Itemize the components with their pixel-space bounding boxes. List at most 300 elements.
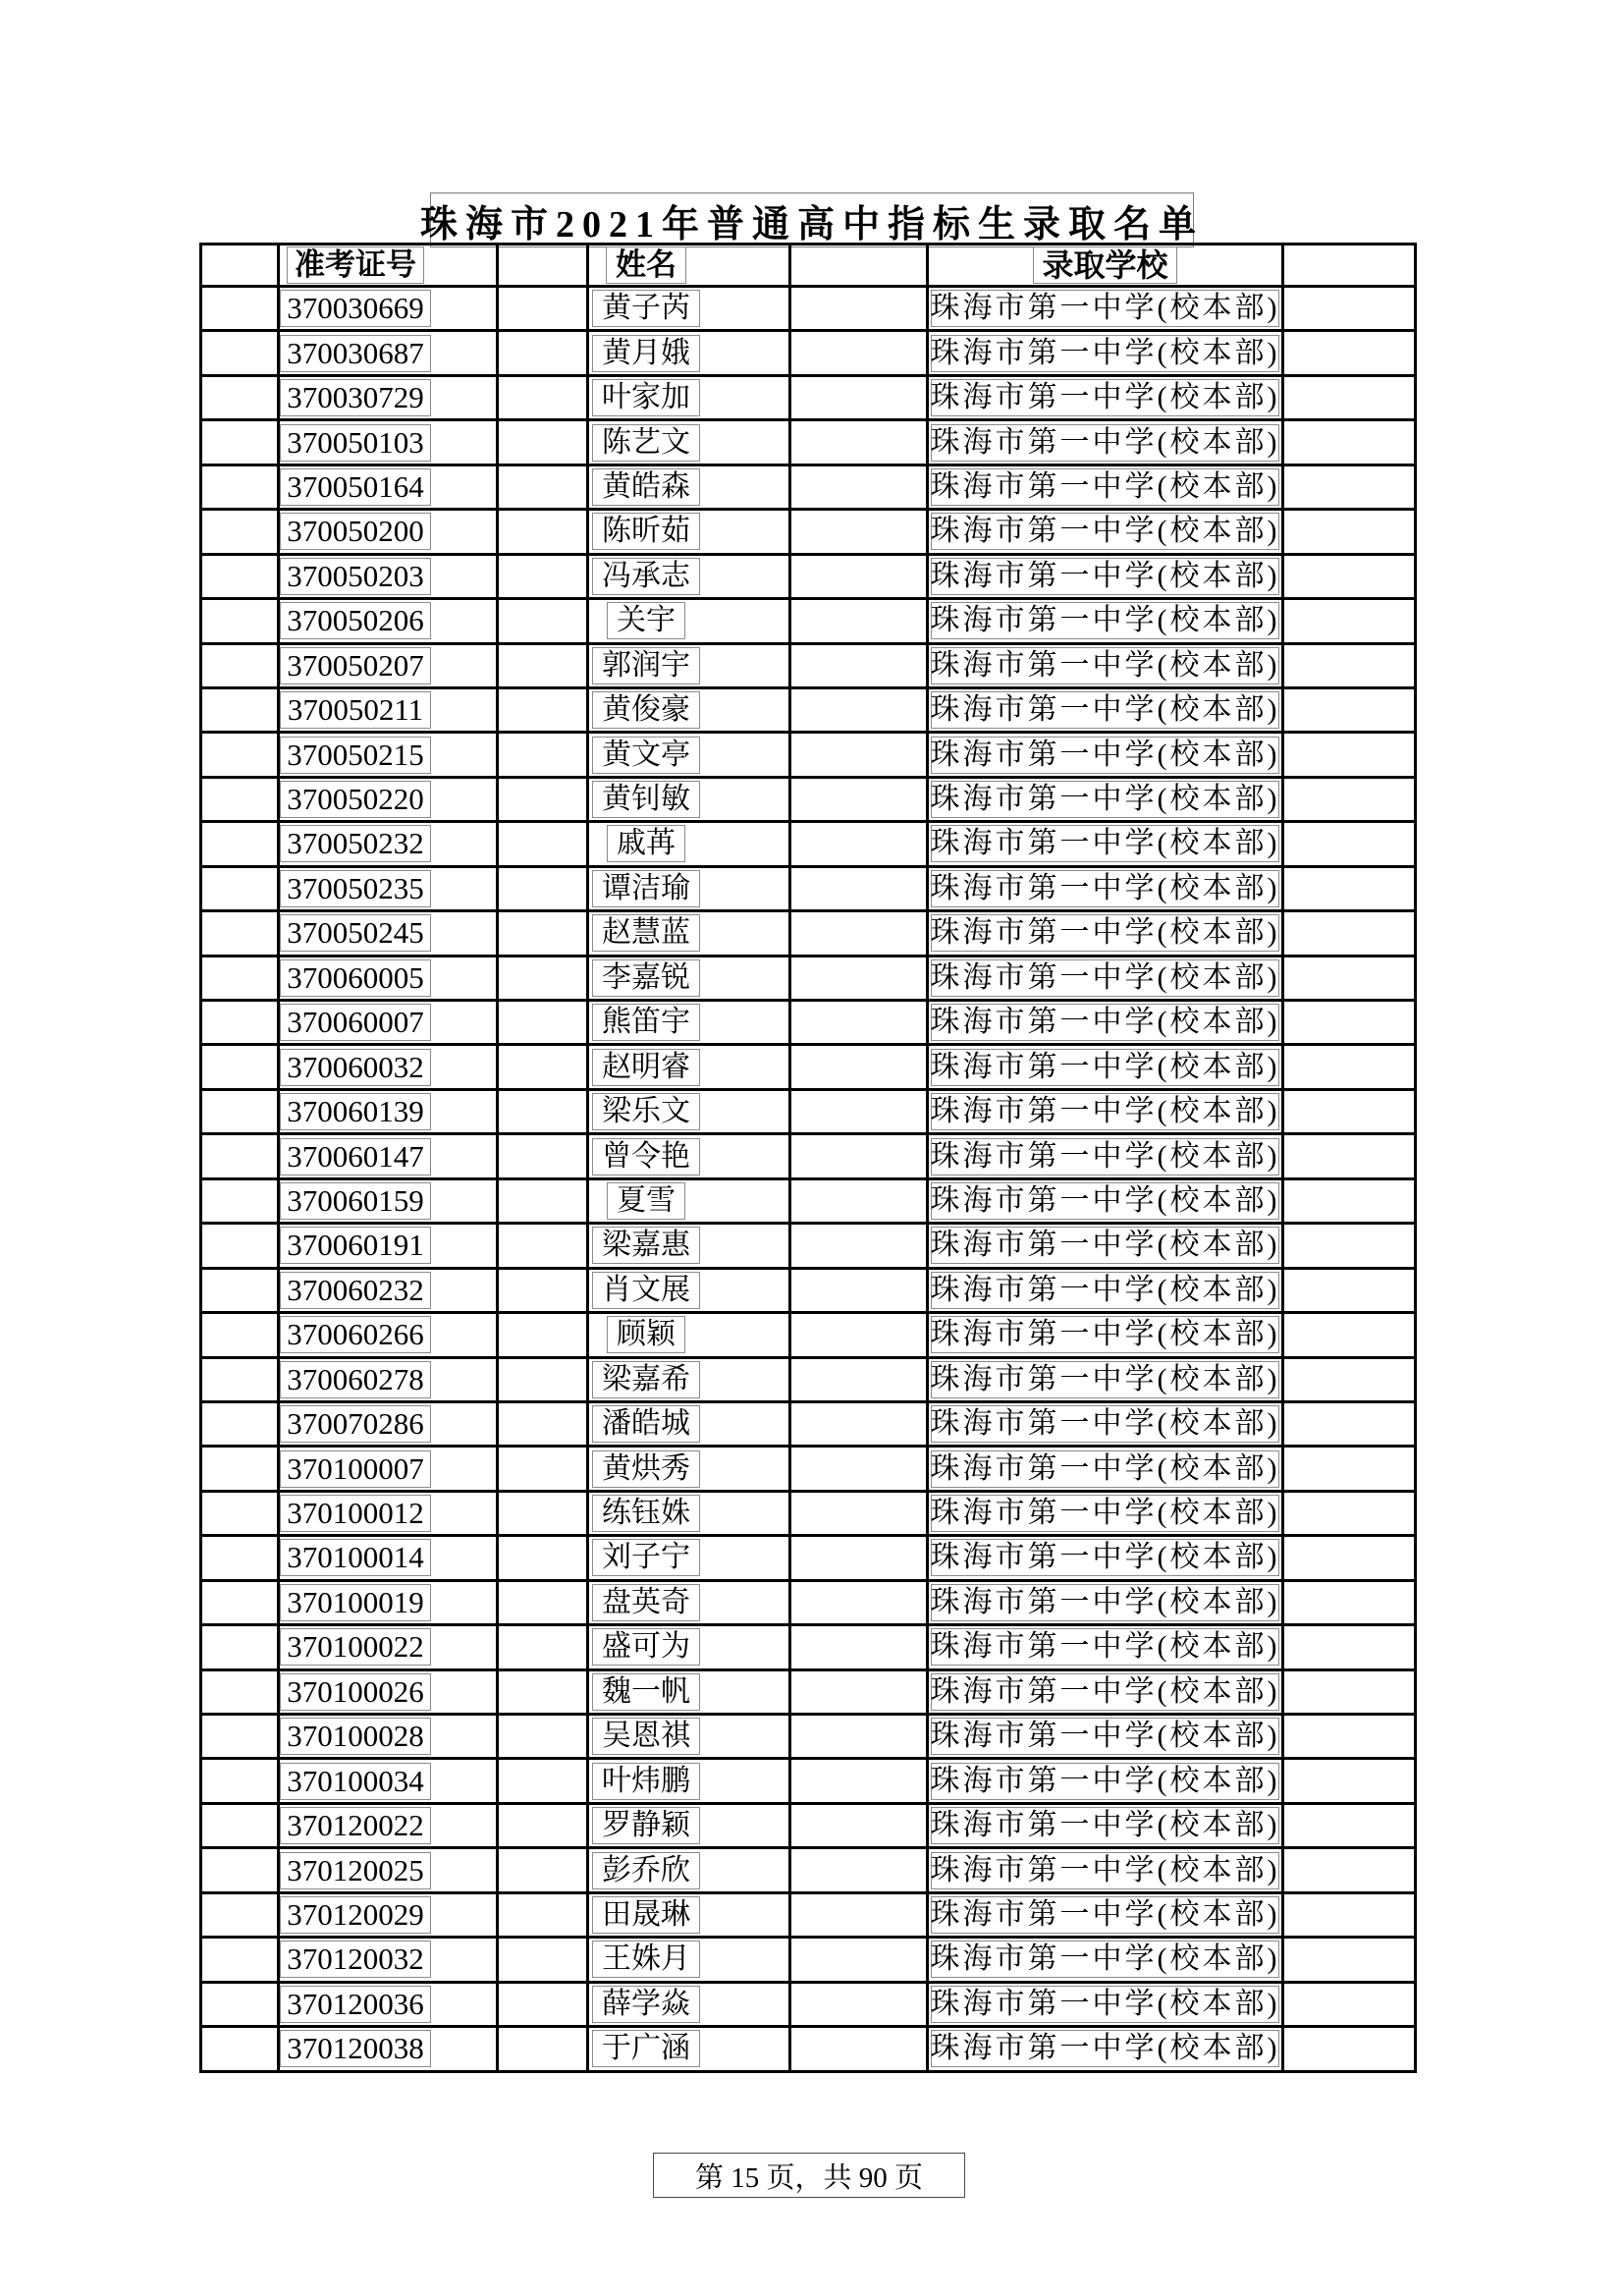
blank-cell <box>201 1803 279 1847</box>
blank-cell <box>1283 1357 1416 1401</box>
school-name-box: 珠海市第一中学(校本部) <box>931 379 1279 416</box>
exam-number-box: 370060191 <box>280 1227 431 1264</box>
blank-cell <box>790 1134 928 1178</box>
student-name-box: 吴恩祺 <box>592 1718 700 1755</box>
blank-cell <box>790 2027 928 2071</box>
exam-number-cell <box>279 1536 498 1580</box>
blank-cell <box>498 1134 588 1178</box>
name-cell <box>588 1268 790 1312</box>
school-name-box: 珠海市第一中学(校本部) <box>931 602 1279 639</box>
table-row <box>201 956 1416 1000</box>
blank-cell <box>790 554 928 598</box>
table-row <box>201 643 1416 687</box>
blank-cell <box>498 1313 588 1357</box>
name-cell <box>588 866 790 910</box>
blank-cell <box>790 1491 928 1535</box>
exam-number-cell <box>279 911 498 956</box>
exam-number-cell <box>279 599 498 643</box>
blank-cell <box>498 1938 588 1982</box>
student-name-box: 练钰姝 <box>592 1495 700 1532</box>
table-header-row <box>201 245 1416 287</box>
name-cell <box>588 1669 790 1714</box>
name-cell <box>588 1089 790 1133</box>
blank-cell <box>790 1803 928 1847</box>
name-cell <box>588 1715 790 1759</box>
student-name-box: 王姝月 <box>592 1941 700 1978</box>
blank-cell <box>1283 1178 1416 1223</box>
school-cell <box>928 2027 1283 2071</box>
exam-number-box: 370060005 <box>280 959 431 997</box>
blank-cell <box>790 1848 928 1892</box>
table-row <box>201 375 1416 419</box>
table-row <box>201 1447 1416 1491</box>
blank-cell <box>498 1401 588 1446</box>
school-name-box: 珠海市第一中学(校本部) <box>931 1584 1279 1621</box>
exam-number-cell <box>279 866 498 910</box>
table-row <box>201 1313 1416 1357</box>
blank-cell <box>1283 375 1416 419</box>
school-cell <box>928 287 1283 331</box>
blank-cell <box>201 1625 279 1669</box>
student-name-box: 于广涵 <box>592 2030 700 2067</box>
name-cell <box>588 375 790 419</box>
blank-cell <box>201 1491 279 1535</box>
blank-cell <box>1283 1045 1416 1089</box>
blank-cell <box>498 643 588 687</box>
blank-cell <box>790 331 928 375</box>
blank-cell <box>790 375 928 419</box>
exam-number-box: 370070286 <box>280 1405 431 1443</box>
blank-cell <box>498 1045 588 1089</box>
table-row <box>201 331 1416 375</box>
exam-number-cell <box>279 1001 498 1045</box>
school-name-box: 珠海市第一中学(校本部) <box>931 1495 1279 1532</box>
name-cell <box>588 1938 790 1982</box>
blank-cell <box>498 331 588 375</box>
blank-cell <box>790 510 928 554</box>
school-name-box: 珠海市第一中学(校本部) <box>931 1049 1279 1086</box>
school-cell <box>928 1224 1283 1268</box>
blank-cell <box>1283 1938 1416 1982</box>
school-cell <box>928 1715 1283 1759</box>
header-cell-blank-2 <box>498 245 588 287</box>
exam-number-box: 370060159 <box>280 1182 431 1220</box>
blank-cell <box>1283 1759 1416 1803</box>
exam-number-box: 370100034 <box>280 1763 431 1800</box>
name-cell <box>588 1625 790 1669</box>
exam-number-box: 370100014 <box>280 1539 431 1576</box>
school-cell <box>928 1803 1283 1847</box>
school-name-box: 珠海市第一中学(校本部) <box>931 1361 1279 1398</box>
exam-number-cell <box>279 1982 498 2026</box>
blank-cell <box>498 287 588 331</box>
table-row <box>201 866 1416 910</box>
blank-cell <box>201 510 279 554</box>
blank-cell <box>790 866 928 910</box>
blank-cell <box>201 1715 279 1759</box>
blank-cell <box>1283 687 1416 732</box>
blank-cell <box>201 1536 279 1580</box>
table-row <box>201 1848 1416 1892</box>
blank-cell <box>201 599 279 643</box>
student-name-box: 梁嘉惠 <box>592 1227 700 1264</box>
blank-cell <box>1283 465 1416 509</box>
student-name-box: 赵慧蓝 <box>592 914 700 952</box>
name-cell <box>588 643 790 687</box>
school-name-box: 珠海市第一中学(校本部) <box>931 691 1279 729</box>
blank-cell <box>1283 1491 1416 1535</box>
blank-cell <box>498 1089 588 1133</box>
blank-cell <box>201 1001 279 1045</box>
student-name-box: 魏一帆 <box>592 1673 700 1711</box>
name-cell <box>588 1224 790 1268</box>
school-cell <box>928 1491 1283 1535</box>
student-name-box: 顾颖 <box>607 1316 685 1353</box>
exam-number-box: 370050200 <box>280 513 431 550</box>
blank-cell <box>1283 1401 1416 1446</box>
blank-cell <box>790 465 928 509</box>
table-row <box>201 1001 1416 1045</box>
name-cell <box>588 510 790 554</box>
name-cell <box>588 465 790 509</box>
exam-number-cell <box>279 1089 498 1133</box>
school-name-box: 珠海市第一中学(校本部) <box>931 1941 1279 1978</box>
student-name-box: 叶炜鹏 <box>592 1763 700 1800</box>
school-cell <box>928 599 1283 643</box>
table-row <box>201 1178 1416 1223</box>
blank-cell <box>498 911 588 956</box>
student-name-box: 戚苒 <box>607 825 685 862</box>
blank-cell <box>201 287 279 331</box>
exam-number-cell <box>279 287 498 331</box>
name-cell <box>588 1759 790 1803</box>
student-name-box: 罗静颖 <box>592 1807 700 1844</box>
school-cell <box>928 1001 1283 1045</box>
blank-cell <box>201 1580 279 1624</box>
exam-number-cell <box>279 733 498 777</box>
exam-number-cell <box>279 420 498 465</box>
exam-number-cell <box>279 1178 498 1223</box>
blank-cell <box>790 1268 928 1312</box>
blank-cell <box>201 1892 279 1937</box>
blank-cell <box>498 510 588 554</box>
school-name-box: 珠海市第一中学(校本部) <box>931 558 1279 595</box>
blank-cell <box>1283 1447 1416 1491</box>
school-name-box: 珠海市第一中学(校本部) <box>931 1093 1279 1130</box>
school-name-box: 珠海市第一中学(校本部) <box>931 1138 1279 1175</box>
student-name-box: 叶家加 <box>592 379 700 416</box>
table-row <box>201 1938 1416 1982</box>
student-name-box: 彭乔欣 <box>592 1852 700 1889</box>
exam-number-cell <box>279 1045 498 1089</box>
student-name-box: 黄皓森 <box>592 468 700 506</box>
student-name-box: 熊笛宇 <box>592 1004 700 1041</box>
table-row <box>201 1580 1416 1624</box>
table-row <box>201 1401 1416 1446</box>
name-cell <box>588 287 790 331</box>
school-cell <box>928 1357 1283 1401</box>
school-name-box: 珠海市第一中学(校本部) <box>931 1673 1279 1711</box>
table-row <box>201 1045 1416 1089</box>
school-name-box: 珠海市第一中学(校本部) <box>931 1896 1279 1934</box>
blank-cell <box>790 687 928 732</box>
exam-number-cell <box>279 822 498 866</box>
blank-cell <box>1283 1715 1416 1759</box>
school-name-box: 珠海市第一中学(校本部) <box>931 959 1279 997</box>
name-cell <box>588 554 790 598</box>
table-row <box>201 911 1416 956</box>
exam-number-box: 370050103 <box>280 424 431 462</box>
blank-cell <box>498 1580 588 1624</box>
blank-cell <box>201 465 279 509</box>
school-cell <box>928 1401 1283 1446</box>
student-name-box: 梁嘉希 <box>592 1361 700 1398</box>
blank-cell <box>498 1982 588 2026</box>
blank-cell <box>790 1178 928 1223</box>
blank-cell <box>201 1357 279 1401</box>
exam-number-cell <box>279 1715 498 1759</box>
school-name-box: 珠海市第一中学(校本部) <box>931 1807 1279 1844</box>
table-row <box>201 1536 1416 1580</box>
blank-cell <box>201 1982 279 2026</box>
exam-number-box: 370050215 <box>280 737 431 774</box>
exam-number-box: 370050164 <box>280 468 431 506</box>
blank-cell <box>1283 1134 1416 1178</box>
school-name-box: 珠海市第一中学(校本部) <box>931 335 1279 372</box>
blank-cell <box>498 599 588 643</box>
name-cell <box>588 331 790 375</box>
blank-cell <box>498 1848 588 1892</box>
student-name-box: 郭润宇 <box>592 647 700 684</box>
blank-cell <box>790 956 928 1000</box>
school-name-box: 珠海市第一中学(校本部) <box>931 424 1279 462</box>
table-row <box>201 465 1416 509</box>
blank-cell <box>790 733 928 777</box>
school-cell <box>928 777 1283 821</box>
school-name-box: 珠海市第一中学(校本部) <box>931 1004 1279 1041</box>
student-name-box: 黄子芮 <box>592 290 700 327</box>
blank-cell <box>201 1178 279 1223</box>
blank-cell <box>498 1224 588 1268</box>
school-name-box: 珠海市第一中学(校本部) <box>931 870 1279 907</box>
blank-cell <box>1283 1268 1416 1312</box>
name-cell <box>588 687 790 732</box>
exam-number-box: 370050235 <box>280 870 431 907</box>
name-cell <box>588 599 790 643</box>
blank-cell <box>1283 822 1416 866</box>
blank-cell <box>1283 1313 1416 1357</box>
table-row <box>201 1357 1416 1401</box>
school-cell <box>928 1892 1283 1937</box>
school-cell <box>928 733 1283 777</box>
school-name-box: 珠海市第一中学(校本部) <box>931 1718 1279 1755</box>
exam-number-box: 370060139 <box>280 1093 431 1130</box>
exam-number-cell <box>279 956 498 1000</box>
blank-cell <box>201 1759 279 1803</box>
blank-cell <box>498 866 588 910</box>
name-cell <box>588 1313 790 1357</box>
name-cell <box>588 2027 790 2071</box>
exam-number-box: 370050245 <box>280 914 431 952</box>
blank-cell <box>790 1224 928 1268</box>
exam-number-cell <box>279 1401 498 1446</box>
school-cell <box>928 375 1283 419</box>
exam-number-box: 370060266 <box>280 1316 431 1353</box>
exam-number-box: 370050206 <box>280 602 431 639</box>
exam-number-box: 370120029 <box>280 1896 431 1934</box>
student-name-box: 黄俊豪 <box>592 691 700 729</box>
exam-number-box: 370100007 <box>280 1450 431 1488</box>
blank-cell <box>790 1982 928 2026</box>
school-cell <box>928 420 1283 465</box>
school-cell <box>928 687 1283 732</box>
exam-number-box: 370120032 <box>280 1941 431 1978</box>
exam-number-box: 370120038 <box>280 2030 431 2067</box>
blank-cell <box>1283 956 1416 1000</box>
blank-cell <box>201 687 279 732</box>
table-row <box>201 1224 1416 1268</box>
name-cell <box>588 822 790 866</box>
table-row <box>201 510 1416 554</box>
blank-cell <box>201 733 279 777</box>
table-row <box>201 2027 1416 2071</box>
blank-cell <box>201 2027 279 2071</box>
school-cell <box>928 1089 1283 1133</box>
blank-cell <box>498 375 588 419</box>
student-name-box: 冯承志 <box>592 558 700 595</box>
student-name-box: 盘英奇 <box>592 1584 700 1621</box>
exam-number-cell <box>279 1268 498 1312</box>
school-name-box: 珠海市第一中学(校本部) <box>931 1227 1279 1264</box>
name-cell <box>588 1401 790 1446</box>
table-row <box>201 420 1416 465</box>
student-name-box: 潘皓城 <box>592 1405 700 1443</box>
student-name-box: 黄烘秀 <box>592 1450 700 1488</box>
table-row <box>201 822 1416 866</box>
blank-cell <box>790 1089 928 1133</box>
table-row <box>201 733 1416 777</box>
student-name-box: 夏雪 <box>607 1182 685 1220</box>
table-row <box>201 599 1416 643</box>
blank-cell <box>1283 1982 1416 2026</box>
exam-number-cell <box>279 1625 498 1669</box>
exam-number-box: 370100026 <box>280 1673 431 1711</box>
exam-number-cell <box>279 1803 498 1847</box>
school-cell <box>928 956 1283 1000</box>
blank-cell <box>790 822 928 866</box>
student-name-box: 黄钊敏 <box>592 781 700 818</box>
blank-cell <box>498 1803 588 1847</box>
school-cell <box>928 1045 1283 1089</box>
name-cell <box>588 1803 790 1847</box>
blank-cell <box>201 866 279 910</box>
exam-number-cell <box>279 510 498 554</box>
table-row <box>201 1803 1416 1847</box>
blank-cell <box>201 1224 279 1268</box>
student-name-box: 曾令艳 <box>592 1138 700 1175</box>
blank-cell <box>790 1759 928 1803</box>
school-name-box: 珠海市第一中学(校本部) <box>931 513 1279 550</box>
table-row <box>201 1089 1416 1133</box>
name-cell <box>588 1134 790 1178</box>
table-row <box>201 777 1416 821</box>
blank-cell <box>1283 911 1416 956</box>
exam-number-cell <box>279 777 498 821</box>
exam-number-cell <box>279 1848 498 1892</box>
blank-cell <box>1283 866 1416 910</box>
blank-cell <box>498 1001 588 1045</box>
blank-cell <box>790 1938 928 1982</box>
header-cell-blank-3 <box>790 245 928 287</box>
blank-cell <box>498 1625 588 1669</box>
school-cell <box>928 1134 1283 1178</box>
blank-cell <box>1283 510 1416 554</box>
school-name-box: 珠海市第一中学(校本部) <box>931 1450 1279 1488</box>
table-row <box>201 554 1416 598</box>
blank-cell <box>498 465 588 509</box>
blank-cell <box>498 1491 588 1535</box>
blank-cell <box>1283 1536 1416 1580</box>
school-name-box: 珠海市第一中学(校本部) <box>931 290 1279 327</box>
school-cell <box>928 1669 1283 1714</box>
exam-number-cell <box>279 2027 498 2071</box>
blank-cell <box>790 1447 928 1491</box>
school-cell <box>928 1268 1283 1312</box>
exam-number-box: 370060232 <box>280 1272 431 1309</box>
name-cell <box>588 1892 790 1937</box>
blank-cell <box>201 1401 279 1446</box>
school-name-box: 珠海市第一中学(校本部) <box>931 1182 1279 1220</box>
blank-cell <box>498 420 588 465</box>
blank-cell <box>790 1001 928 1045</box>
school-cell <box>928 510 1283 554</box>
blank-cell <box>498 822 588 866</box>
exam-number-box: 370120036 <box>280 1986 431 2023</box>
school-name-box: 珠海市第一中学(校本部) <box>931 1986 1279 2023</box>
blank-cell <box>1283 1848 1416 1892</box>
header-label-exam-no: 准考证号 <box>287 246 424 284</box>
blank-cell <box>498 1447 588 1491</box>
exam-number-box: 370100012 <box>280 1495 431 1532</box>
header-cell-school <box>928 245 1283 287</box>
exam-number-box: 370050207 <box>280 647 431 684</box>
exam-number-cell <box>279 465 498 509</box>
school-name-box: 珠海市第一中学(校本部) <box>931 1316 1279 1353</box>
exam-number-box: 370030687 <box>280 335 431 372</box>
blank-cell <box>201 1134 279 1178</box>
school-name-box: 珠海市第一中学(校本部) <box>931 1763 1279 1800</box>
school-cell <box>928 465 1283 509</box>
student-name-box: 刘子宁 <box>592 1539 700 1576</box>
school-cell <box>928 1447 1283 1491</box>
student-name-box: 薛学焱 <box>592 1986 700 2023</box>
name-cell <box>588 420 790 465</box>
blank-cell <box>1283 420 1416 465</box>
name-cell <box>588 1536 790 1580</box>
exam-number-box: 370060032 <box>280 1049 431 1086</box>
blank-cell <box>201 331 279 375</box>
header-cell-blank-1 <box>201 245 279 287</box>
blank-cell <box>790 777 928 821</box>
school-cell <box>928 1848 1283 1892</box>
blank-cell <box>498 1357 588 1401</box>
school-name-box: 珠海市第一中学(校本部) <box>931 825 1279 862</box>
exam-number-box: 370050220 <box>280 781 431 818</box>
blank-cell <box>498 2027 588 2071</box>
blank-cell <box>790 911 928 956</box>
school-cell <box>928 1313 1283 1357</box>
blank-cell <box>1283 1625 1416 1669</box>
